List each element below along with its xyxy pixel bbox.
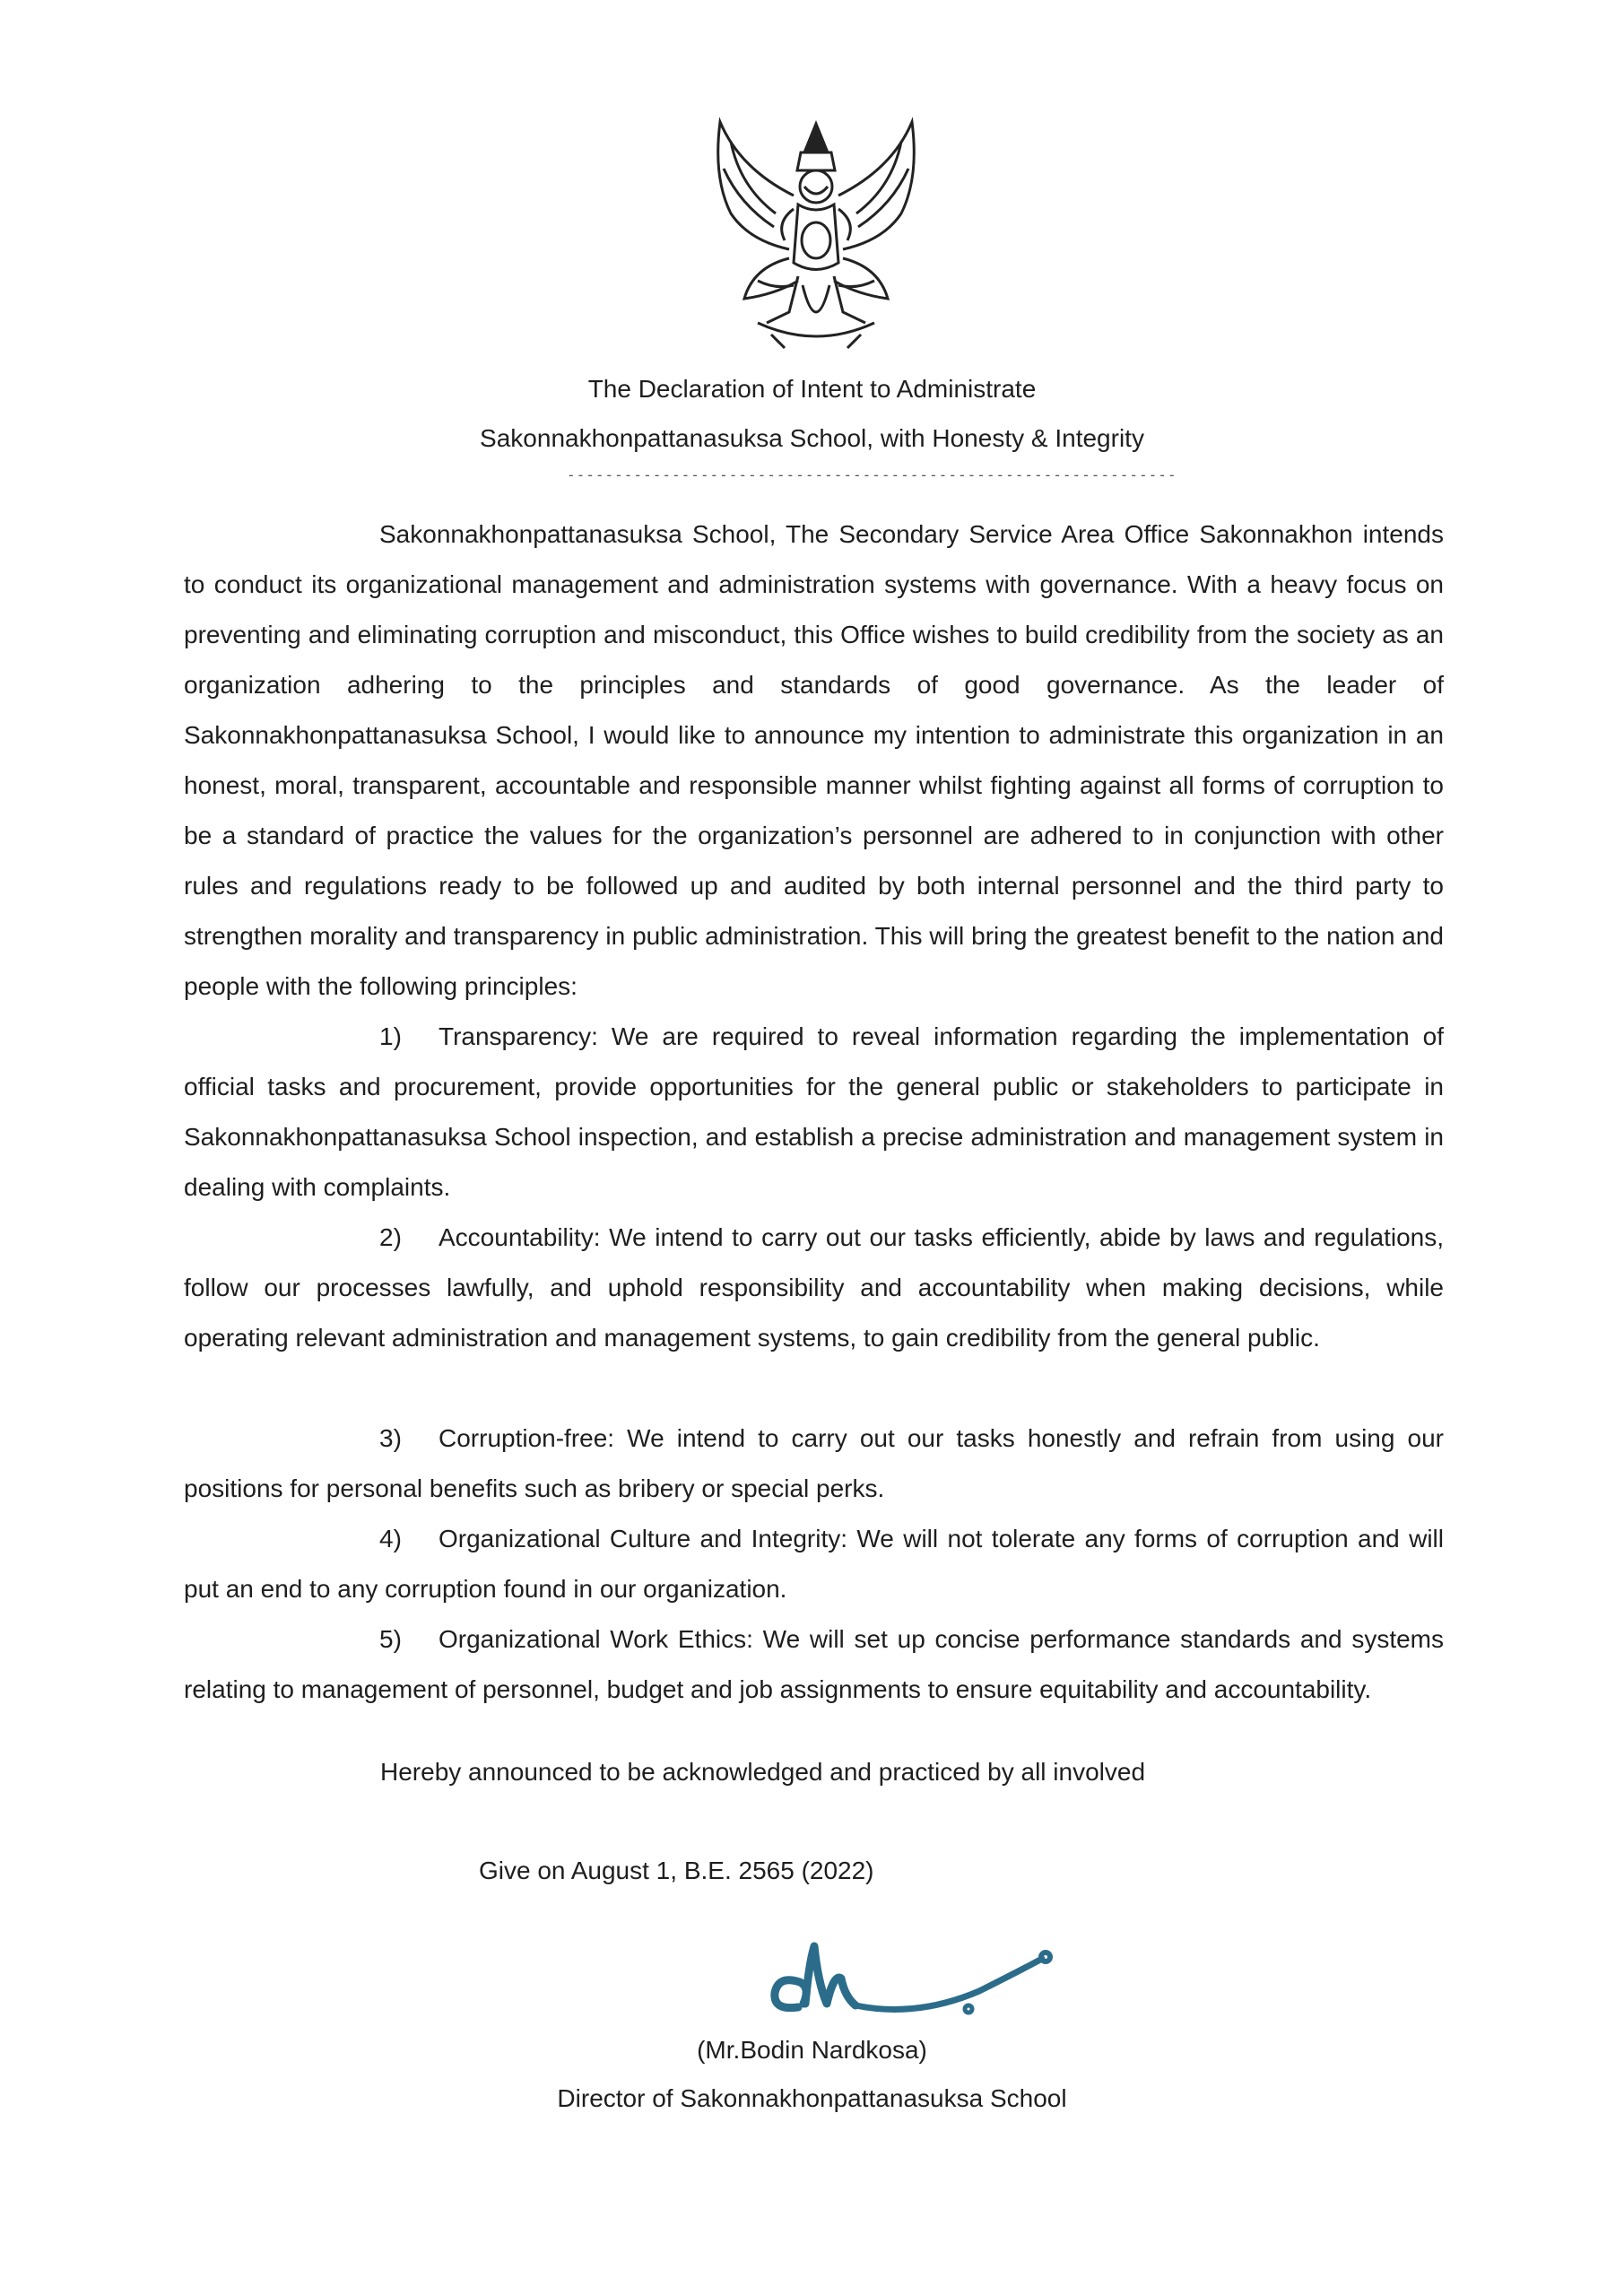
signer-name: (Mr.Bodin Nardkosa) [697,2036,927,2064]
principle-text: Organizational Culture and Integrity: We will not tolerate any forms of corruption and will put an end to any corruption found in our organization. [184,1525,1444,1603]
principle-number: 3) [379,1424,402,1452]
principle-number: 2) [379,1223,402,1251]
document-title-line-1: The Declaration of Intent to Administrate [587,375,1037,403]
intro-paragraph: Sakonnakhonpattanasuksa School, The Secondary Service Area Office Sakonnakhon intends to conduct its organizational management and administration systems with governance. With a heavy focus on preventing and eliminating corruption and misconduct, this Office wishes to build credibility from the society as an organization adhering to the principles and standards of good governance. As the leader of Sakonnakhonpattanasuksa School, I would like to announce my intention to administrate this organization in an honest, moral, transparent, accountable and responsible manner whilst fighting against all forms of corruption to be a standard of practice the values for the organization’s personnel are adhered to in conjunction with other rules and regulations ready to be followed up and audited by both internal personnel and the third party to strengthen morality and transparency in public administration. This will bring the greatest benefit to the nation and people with the following principles: [184,520,1444,1000]
principle-text: Accountability: We intend to carry out our tasks efficiently, abide by laws and regulations, follow our processes lawfully, and uphold responsibility and accountability when making decisions, while operating relevant administration and management systems, to gain credibility from the general public. [184,1223,1444,1352]
issue-date: Give on August 1, B.E. 2565 (2022) [479,1857,874,1884]
principle-item [184,1514,1444,1614]
principle-item [184,1413,1444,1514]
garuda-emblem-icon [704,115,928,359]
principle-item [184,1614,1444,1715]
signer-position: Director of Sakonnakhonpattanasuksa School [557,2084,1067,2112]
principle-item [184,1012,1444,1213]
principle-item [184,1213,1444,1363]
principle-number: 1) [379,1022,402,1050]
principle-text: Transparency: We are required to reveal information regarding the implementation of official tasks and procurement, provide opportunities for the general public or stakeholders to participate in Sakonnakhonpattanasuksa School inspection, and establish a precise administration and management system in dealing with complaints. [184,1022,1444,1201]
principle-number: 4) [379,1525,402,1552]
handwritten-signature [755,1928,1060,2027]
title-divider: ---------------------------------------------------------------- [567,466,1177,483]
document-title-line-2: Sakonnakhonpattanasuksa School, with Honesty & Integrity [480,424,1144,452]
principle-text: Organizational Work Ethics: We will set up concise performance standards and systems relating to management of personnel, budget and job assignments to ensure equitability and accountability. [184,1625,1444,1703]
principle-text: Corruption-free: We intend to carry out our tasks honestly and refrain from using our positions for personal benefits such as bribery or special perks. [184,1424,1444,1502]
principle-number: 5) [379,1625,402,1653]
closing-statement: Hereby announced to be acknowledged and practiced by all involved [380,1758,1146,1786]
